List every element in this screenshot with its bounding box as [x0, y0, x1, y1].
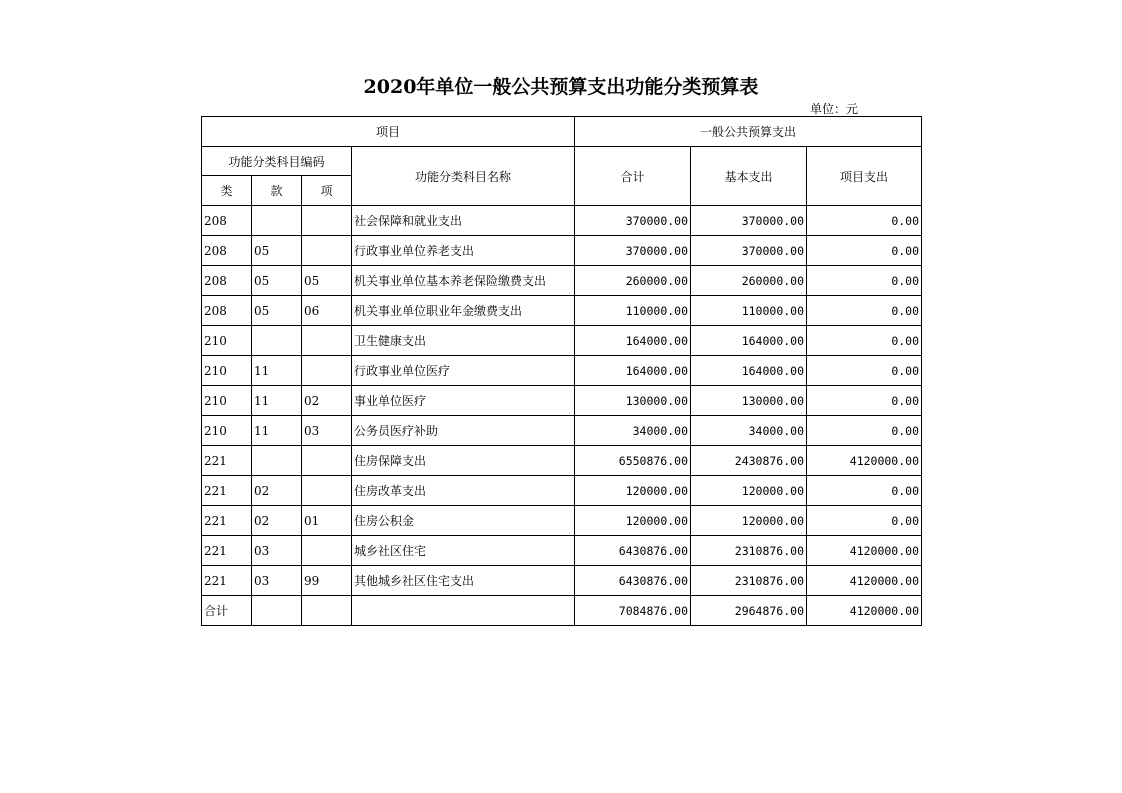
cell-name: 公务员医疗补助 [352, 416, 575, 446]
cell-kuan: 05 [252, 266, 302, 296]
cell-name: 机关事业单位职业年金缴费支出 [352, 296, 575, 326]
cell-project: 0.00 [807, 206, 922, 236]
cell-project: 4120000.00 [807, 566, 922, 596]
cell-kuan: 02 [252, 506, 302, 536]
cell-name: 机关事业单位基本养老保险缴费支出 [352, 266, 575, 296]
cell-project: 0.00 [807, 416, 922, 446]
header-name: 功能分类科目名称 [352, 147, 575, 206]
cell-total: 164000.00 [575, 356, 691, 386]
cell-lei: 208 [202, 206, 252, 236]
cell-name: 住房保障支出 [352, 446, 575, 476]
header-budget-group: 一般公共预算支出 [575, 117, 922, 147]
cell-xiang: 01 [302, 506, 352, 536]
cell-lei: 210 [202, 356, 252, 386]
header-project-exp: 项目支出 [807, 147, 922, 206]
summary-total: 7084876.00 [575, 596, 691, 626]
cell-lei: 208 [202, 266, 252, 296]
cell-lei: 221 [202, 476, 252, 506]
cell-basic: 370000.00 [691, 206, 807, 236]
header-xiang: 项 [302, 176, 352, 206]
cell-name: 其他城乡社区住宅支出 [352, 566, 575, 596]
cell-lei: 221 [202, 536, 252, 566]
cell-xiang [302, 356, 352, 386]
cell-total: 120000.00 [575, 506, 691, 536]
cell-basic: 110000.00 [691, 296, 807, 326]
cell-project: 4120000.00 [807, 536, 922, 566]
header-lei: 类 [202, 176, 252, 206]
cell-xiang [302, 446, 352, 476]
cell-name: 行政事业单位医疗 [352, 356, 575, 386]
table-row [202, 236, 922, 266]
table-row [202, 566, 922, 596]
cell-project: 0.00 [807, 386, 922, 416]
cell-basic: 164000.00 [691, 326, 807, 356]
cell-xiang: 99 [302, 566, 352, 596]
cell-lei: 210 [202, 416, 252, 446]
cell-xiang [302, 326, 352, 356]
header-total: 合计 [575, 147, 691, 206]
header-row-2 [202, 147, 922, 176]
cell-kuan [252, 446, 302, 476]
summary-empty-name [352, 596, 575, 626]
cell-total: 260000.00 [575, 266, 691, 296]
cell-basic: 2310876.00 [691, 536, 807, 566]
cell-total: 6550876.00 [575, 446, 691, 476]
table-row [202, 206, 922, 236]
cell-xiang: 03 [302, 416, 352, 446]
cell-xiang: 05 [302, 266, 352, 296]
cell-basic: 2430876.00 [691, 446, 807, 476]
cell-total: 34000.00 [575, 416, 691, 446]
table-row [202, 446, 922, 476]
header-kuan: 款 [252, 176, 302, 206]
cell-xiang: 06 [302, 296, 352, 326]
page-title: 2020年单位一般公共预算支出功能分类预算表 [363, 76, 759, 98]
table-row [202, 356, 922, 386]
summary-empty-kuan [252, 596, 302, 626]
header-row-1 [202, 117, 922, 147]
cell-kuan: 11 [252, 356, 302, 386]
cell-project: 0.00 [807, 476, 922, 506]
cell-project: 0.00 [807, 266, 922, 296]
cell-basic: 120000.00 [691, 506, 807, 536]
cell-xiang [302, 236, 352, 266]
cell-xiang [302, 206, 352, 236]
summary-project: 4120000.00 [807, 596, 922, 626]
cell-lei: 208 [202, 296, 252, 326]
cell-xiang: 02 [302, 386, 352, 416]
cell-kuan [252, 326, 302, 356]
header-basic: 基本支出 [691, 147, 807, 206]
cell-project: 0.00 [807, 356, 922, 386]
cell-xiang [302, 536, 352, 566]
budget-table [201, 116, 922, 626]
table-row [202, 536, 922, 566]
table-row [202, 326, 922, 356]
table-row [202, 386, 922, 416]
cell-basic: 164000.00 [691, 356, 807, 386]
cell-project: 0.00 [807, 326, 922, 356]
unit-label: 单位：元 [809, 102, 858, 116]
cell-lei: 210 [202, 386, 252, 416]
cell-basic: 34000.00 [691, 416, 807, 446]
cell-lei: 221 [202, 506, 252, 536]
cell-total: 6430876.00 [575, 566, 691, 596]
cell-basic: 260000.00 [691, 266, 807, 296]
cell-lei: 210 [202, 326, 252, 356]
cell-name: 事业单位医疗 [352, 386, 575, 416]
cell-kuan: 11 [252, 416, 302, 446]
cell-project: 0.00 [807, 236, 922, 266]
summary-row [202, 596, 922, 626]
cell-total: 370000.00 [575, 206, 691, 236]
cell-name: 住房改革支出 [352, 476, 575, 506]
cell-basic: 2310876.00 [691, 566, 807, 596]
summary-basic: 2964876.00 [691, 596, 807, 626]
cell-name: 行政事业单位养老支出 [352, 236, 575, 266]
table-row [202, 416, 922, 446]
cell-kuan: 05 [252, 236, 302, 266]
header-project: 项目 [202, 117, 575, 147]
cell-total: 370000.00 [575, 236, 691, 266]
cell-project: 0.00 [807, 506, 922, 536]
summary-label: 合计 [202, 596, 252, 626]
cell-kuan: 05 [252, 296, 302, 326]
cell-basic: 370000.00 [691, 236, 807, 266]
cell-kuan: 02 [252, 476, 302, 506]
cell-lei: 221 [202, 446, 252, 476]
cell-lei: 208 [202, 236, 252, 266]
cell-total: 110000.00 [575, 296, 691, 326]
table-row [202, 296, 922, 326]
cell-name: 住房公积金 [352, 506, 575, 536]
header-code-group: 功能分类科目编码 [202, 147, 352, 176]
cell-kuan: 03 [252, 536, 302, 566]
cell-total: 164000.00 [575, 326, 691, 356]
cell-kuan: 11 [252, 386, 302, 416]
cell-kuan: 03 [252, 566, 302, 596]
cell-project: 0.00 [807, 296, 922, 326]
table-row [202, 266, 922, 296]
table-row [202, 506, 922, 536]
table-row [202, 476, 922, 506]
cell-basic: 130000.00 [691, 386, 807, 416]
summary-empty-xiang [302, 596, 352, 626]
cell-project: 4120000.00 [807, 446, 922, 476]
cell-name: 卫生健康支出 [352, 326, 575, 356]
cell-total: 120000.00 [575, 476, 691, 506]
cell-basic: 120000.00 [691, 476, 807, 506]
cell-total: 6430876.00 [575, 536, 691, 566]
cell-lei: 221 [202, 566, 252, 596]
cell-total: 130000.00 [575, 386, 691, 416]
cell-kuan [252, 206, 302, 236]
cell-name: 城乡社区住宅 [352, 536, 575, 566]
cell-name: 社会保障和就业支出 [352, 206, 575, 236]
cell-xiang [302, 476, 352, 506]
